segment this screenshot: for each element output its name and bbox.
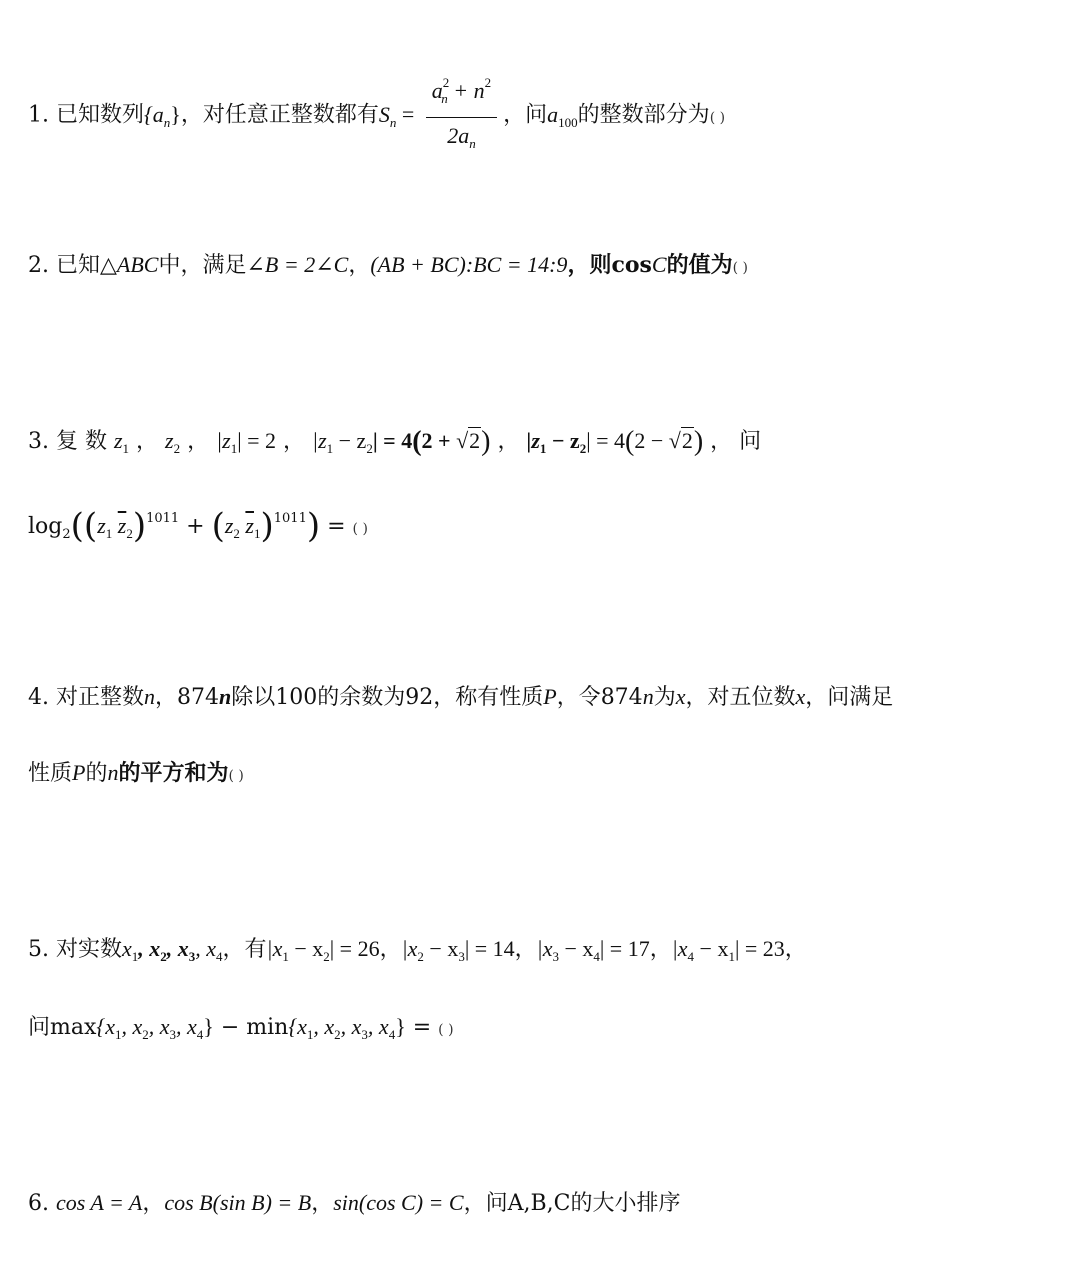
q1-a100: $a_{100}$ — [547, 101, 578, 130]
q2-mid1: 中，满足 — [158, 253, 247, 278]
q3-sep3: ， — [276, 429, 313, 454]
q4-lead: 4. 对正整数 — [28, 685, 144, 710]
q1-lead: 1. 已知数列 — [28, 102, 144, 128]
q4-x2: x — [795, 684, 806, 709]
question-6 — [28, 1188, 1052, 1219]
q4-line2-P: P — [72, 760, 86, 785]
q3-open-paren: (( — [70, 506, 98, 546]
q3-eq: = — [320, 514, 353, 539]
q3-exp-1: 1011 — [146, 511, 180, 526]
question-2 — [28, 250, 1052, 283]
q3-close-paren-2: ) — [260, 506, 274, 546]
q3-sep1: ， — [129, 429, 166, 454]
q2-angle: ∠B = 2∠C — [246, 252, 349, 277]
question-1 — [28, 70, 1052, 161]
q3-z2-z1bar: $z_2$ $\overline{z}_1$ — [224, 513, 261, 541]
q3-ask: 问 — [739, 429, 762, 454]
q1-S: $S_n$ — [378, 101, 397, 130]
q3-z2: $z_2$ — [165, 428, 181, 456]
q6-sep3: ， — [463, 1191, 486, 1216]
q1-seq: $\{a_n\}$ — [143, 101, 181, 130]
q2-lead: 2. 已知△ — [28, 253, 117, 278]
q1-tail: 的整数部分为 — [577, 102, 710, 128]
q3-log: $\log_2$ — [28, 514, 71, 542]
q4-mid4: 为 — [653, 685, 676, 710]
q3-exp-2: 1011 — [273, 511, 307, 526]
q2-cos: cos — [611, 252, 652, 278]
q3-z1: $z_1$ — [113, 428, 130, 456]
q5-sep2: ， — [514, 937, 537, 962]
q3-sep5: ， — [703, 429, 740, 454]
question-5-line-1 — [28, 934, 1052, 972]
q5-sep3: ， — [649, 937, 672, 962]
q2-mid2: ， — [348, 253, 371, 278]
q4-n3: n — [642, 684, 654, 709]
q1-fraction: $\frac{a^2_n + n^2}{2a_n}$ — [426, 68, 497, 159]
q2-abc: ABC — [116, 252, 159, 277]
q5-vars: $x_1$, $x_2$, $x_3$, $x_4$ — [121, 936, 223, 964]
q3-plus: + — [179, 514, 212, 539]
q6-tail: 问A,B,C的大小排序 — [485, 1191, 681, 1216]
q1-answer-blank: ( ) — [709, 109, 726, 126]
q5-sep1: ， — [379, 937, 402, 962]
question-4-line-2 — [28, 758, 1052, 791]
q3-z1-z2bar: $z_1$ $\overline{z}_2$ — [97, 513, 133, 541]
q5-minus: − — [213, 1015, 247, 1040]
q3-lead: 3. 复 数 — [28, 429, 114, 454]
q6-sep2: ， — [311, 1191, 334, 1216]
q3-abs3: $|z_1 - z_2| = 4(2 - √2)$ — [526, 426, 704, 457]
q4-answer-blank: ( ) — [228, 768, 244, 784]
q5-line2-lead: 问 — [28, 1015, 51, 1040]
q2-C: C — [651, 252, 667, 277]
q6-lead: 6. — [28, 1191, 56, 1216]
q5-lead: 5. 对实数 — [28, 937, 122, 962]
q5-answer-blank: ( ) — [438, 1022, 454, 1038]
q2-ratio: (AB + BC):BC = 14:9 — [370, 252, 568, 277]
q2-mid3: ，则 — [567, 252, 612, 278]
q5-mid: ，有 — [222, 937, 267, 962]
q4-P: P — [543, 684, 557, 709]
q1-eq: = — [396, 101, 420, 127]
q3-close-paren-1: ) — [132, 506, 147, 546]
q3-close-paren-3: ) — [306, 506, 321, 546]
q1-ask: ，问 — [503, 102, 548, 128]
q3-sep4: ， — [490, 429, 527, 454]
q4-n: n — [143, 684, 155, 709]
q6-eq-1: cos A = A — [55, 1190, 143, 1215]
q4-tail1: ，问满足 — [805, 685, 894, 710]
q5-set-1: {$x_1$, $x_2$, $x_3$, $x_4$} — [96, 1014, 214, 1042]
q2-answer-blank: ( ) — [732, 260, 748, 276]
q5-sep4: ， — [784, 937, 807, 962]
q5-eq-4: $|x_4 - x_1| = 23$ — [671, 936, 785, 964]
q5-eq-2: $|x_2 - x_3| = 14$ — [401, 936, 515, 964]
q6-sep1: ， — [142, 1191, 165, 1216]
q2-tail: 的值为 — [666, 252, 733, 278]
question-3-line-1 — [28, 426, 1052, 464]
question-5-line-2 — [28, 1012, 1052, 1050]
q5-min: min — [246, 1015, 289, 1040]
question-3-line-2 — [28, 504, 1052, 550]
q4-n2: n — [218, 684, 232, 709]
q3-answer-blank: ( ) — [352, 521, 368, 537]
q3-abs2: $|z_1 - z_2| = 4(2 + √2)$ — [312, 426, 491, 457]
q5-eq: = — [405, 1015, 439, 1040]
q3-sep2: ， — [180, 429, 217, 454]
q1-mid: ，对任意正整数都有 — [180, 102, 379, 128]
q6-eq-3: sin(cos C) = C — [333, 1190, 464, 1215]
q5-max: max — [50, 1015, 97, 1040]
q5-eq-3: $|x_3 - x_4| = 17$ — [536, 936, 650, 964]
q4-line2-mid: 的 — [85, 761, 108, 786]
q4-line2-n: n — [107, 760, 119, 785]
q4-mid3: ，令874 — [556, 685, 643, 710]
q4-mid2: 除以100的余数为92，称有性质 — [231, 685, 544, 710]
q4-mid1: ，874 — [154, 685, 219, 710]
q4-line2-tail: 的平方和为 — [118, 760, 229, 786]
q4-line2-lead: 性质 — [28, 761, 73, 786]
q4-x: x — [675, 684, 686, 709]
q6-eq-2: cos B(sin B) = B — [164, 1190, 312, 1215]
q3-abs1: $|z_1| = 2$ — [216, 428, 277, 456]
q5-eq-1: $|x_1 - x_2| = 26$ — [266, 936, 380, 964]
q3-open-paren-2: ( — [211, 506, 225, 546]
question-4-line-1 — [28, 682, 1052, 713]
q4-mid5: ，对五位数 — [685, 685, 796, 710]
q5-set-2: {$x_1$, $x_2$, $x_3$, $x_4$} — [288, 1014, 406, 1042]
